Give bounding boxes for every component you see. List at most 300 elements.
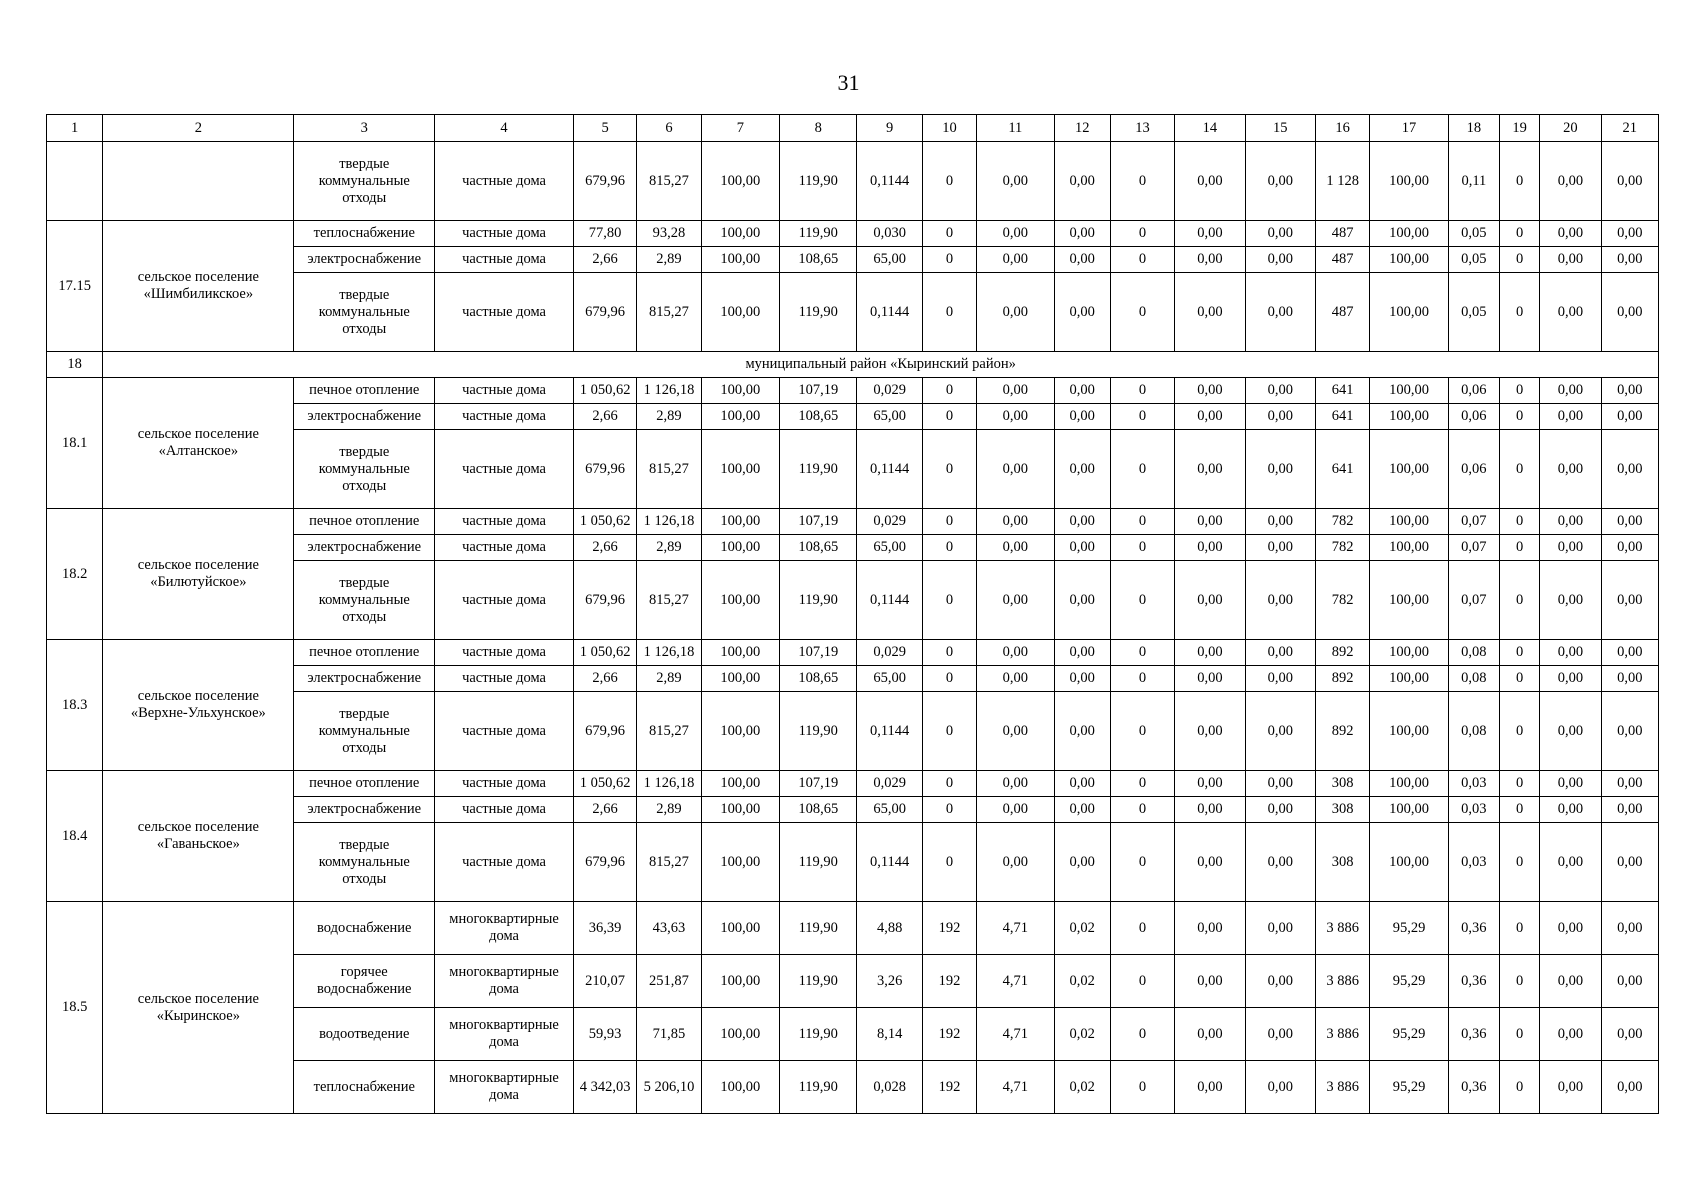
- table-cell: 0: [1500, 142, 1540, 221]
- housing-type-cell: частные дома: [435, 692, 574, 771]
- table-cell: 0,00: [977, 692, 1054, 771]
- table-cell: 2,89: [637, 797, 701, 823]
- table-cell: 0: [922, 509, 976, 535]
- table-cell: 0: [1500, 561, 1540, 640]
- housing-type-cell: частные дома: [435, 430, 574, 509]
- table-cell: 0,00: [1054, 221, 1110, 247]
- table-cell: 0,00: [1175, 771, 1245, 797]
- table-cell: 100,00: [701, 142, 779, 221]
- table-cell: 4,71: [977, 1008, 1054, 1061]
- table-cell: 192: [922, 1061, 976, 1114]
- table-cell: 119,90: [780, 561, 857, 640]
- table-cell: 0,00: [977, 771, 1054, 797]
- table-cell: 0: [1110, 823, 1174, 902]
- service-cell: твердые коммунальные отходы: [294, 430, 435, 509]
- service-cell: твердые коммунальные отходы: [294, 692, 435, 771]
- column-header: 13: [1110, 115, 1174, 142]
- table-cell: 100,00: [701, 221, 779, 247]
- table-cell: 0: [1110, 797, 1174, 823]
- column-header: 9: [857, 115, 922, 142]
- table-cell: 95,29: [1370, 1061, 1448, 1114]
- table-cell: 1 126,18: [637, 378, 701, 404]
- table-cell: 0,030: [857, 221, 922, 247]
- column-header: 5: [573, 115, 636, 142]
- housing-type-cell: частные дома: [435, 666, 574, 692]
- table-cell: 0,00: [1540, 142, 1601, 221]
- table-cell: 2,66: [573, 666, 636, 692]
- table-cell: 815,27: [637, 823, 701, 902]
- table-cell: 251,87: [637, 955, 701, 1008]
- table-cell: 100,00: [701, 404, 779, 430]
- table-cell: 100,00: [701, 1008, 779, 1061]
- table-cell: 0,00: [1245, 771, 1315, 797]
- housing-type-cell: частные дома: [435, 640, 574, 666]
- table-cell: 0,00: [1054, 273, 1110, 352]
- table-cell: 0: [922, 430, 976, 509]
- table-cell: 0,00: [1175, 797, 1245, 823]
- table-cell: 0: [1500, 666, 1540, 692]
- table-cell: 3,26: [857, 955, 922, 1008]
- table-cell: 0: [922, 535, 976, 561]
- section-id: 18: [47, 352, 103, 378]
- settlement-name: сельское поселение «Верхне-Ульхунское»: [103, 640, 294, 771]
- table-cell: 0: [922, 273, 976, 352]
- table-cell: 0,02: [1054, 1061, 1110, 1114]
- table-cell: 100,00: [1370, 771, 1448, 797]
- table-cell: 100,00: [1370, 561, 1448, 640]
- table-cell: 0,00: [977, 640, 1054, 666]
- table-cell: 1 050,62: [573, 771, 636, 797]
- table-cell: 2,66: [573, 247, 636, 273]
- column-header: 10: [922, 115, 976, 142]
- table-cell: 0,00: [1245, 955, 1315, 1008]
- table-cell: 100,00: [701, 797, 779, 823]
- service-cell: водоснабжение: [294, 902, 435, 955]
- table-cell: 0: [1500, 640, 1540, 666]
- table-cell: 1 126,18: [637, 771, 701, 797]
- table-cell: 0: [922, 247, 976, 273]
- section-row: [47, 352, 1659, 378]
- table-cell: 95,29: [1370, 1008, 1448, 1061]
- table-cell: 0,00: [1175, 430, 1245, 509]
- table-cell: 0: [1500, 1061, 1540, 1114]
- table-cell: 0,03: [1448, 771, 1499, 797]
- table-cell: 0: [1500, 430, 1540, 509]
- service-cell: горячее водоснабжение: [294, 955, 435, 1008]
- table-cell: 0,1144: [857, 273, 922, 352]
- table-cell: 4,71: [977, 902, 1054, 955]
- housing-type-cell: частные дома: [435, 142, 574, 221]
- table-cell: 0,05: [1448, 247, 1499, 273]
- table-cell: 0,00: [1245, 404, 1315, 430]
- settlement-id: 18.3: [47, 640, 103, 771]
- table-cell: 0,00: [1054, 430, 1110, 509]
- table-cell: 487: [1315, 273, 1369, 352]
- table-cell: 2,89: [637, 666, 701, 692]
- table-cell: 0: [1110, 509, 1174, 535]
- table-row: [47, 640, 1659, 666]
- table-cell: 0,00: [1601, 378, 1658, 404]
- table-cell: 0,00: [1175, 378, 1245, 404]
- column-header: 2: [103, 115, 294, 142]
- service-cell: твердые коммунальные отходы: [294, 273, 435, 352]
- column-header: 21: [1601, 115, 1658, 142]
- table-cell: 65,00: [857, 535, 922, 561]
- table-cell: 2,89: [637, 404, 701, 430]
- table-cell: 0: [922, 640, 976, 666]
- table-cell: 100,00: [701, 561, 779, 640]
- table-cell: 0,00: [1175, 1061, 1245, 1114]
- table-cell: 0,08: [1448, 640, 1499, 666]
- table-cell: 679,96: [573, 823, 636, 902]
- table-cell: 108,65: [780, 247, 857, 273]
- table-cell: 0,00: [1054, 771, 1110, 797]
- table-cell: 0,029: [857, 378, 922, 404]
- table-cell: 100,00: [1370, 404, 1448, 430]
- table-cell: 0,00: [1175, 640, 1245, 666]
- table-cell: 0,00: [1601, 823, 1658, 902]
- table-cell: 0,00: [1245, 273, 1315, 352]
- table-cell: 0,00: [1245, 509, 1315, 535]
- table-row: [47, 902, 1659, 955]
- table-cell: 0,00: [977, 430, 1054, 509]
- table-cell: 641: [1315, 378, 1369, 404]
- housing-type-cell: многоквартирные дома: [435, 1061, 574, 1114]
- table-cell: 100,00: [701, 823, 779, 902]
- housing-type-cell: частные дома: [435, 509, 574, 535]
- table-cell: 0,00: [1054, 142, 1110, 221]
- table-cell: 0,00: [1601, 955, 1658, 1008]
- housing-type-cell: частные дома: [435, 273, 574, 352]
- table-row: [47, 771, 1659, 797]
- service-cell: электроснабжение: [294, 666, 435, 692]
- table-cell: 0: [1500, 404, 1540, 430]
- table-cell: 0,00: [1245, 692, 1315, 771]
- table-cell: 0: [1500, 535, 1540, 561]
- settlement-id: 18.1: [47, 378, 103, 509]
- table-cell: 0,00: [1601, 430, 1658, 509]
- table-cell: 0,00: [1054, 247, 1110, 273]
- table-cell: 0,00: [1540, 378, 1601, 404]
- table-cell: 815,27: [637, 692, 701, 771]
- column-header: 19: [1500, 115, 1540, 142]
- table-cell: 641: [1315, 404, 1369, 430]
- table-cell: 0,00: [1245, 142, 1315, 221]
- table-cell: 0,06: [1448, 430, 1499, 509]
- service-cell: водоотведение: [294, 1008, 435, 1061]
- table-cell: 0,00: [1540, 273, 1601, 352]
- table-cell: 0,00: [1175, 1008, 1245, 1061]
- service-cell: электроснабжение: [294, 247, 435, 273]
- table-cell: 100,00: [701, 640, 779, 666]
- table-cell: 0,00: [977, 535, 1054, 561]
- table-cell: 100,00: [1370, 640, 1448, 666]
- table-cell: 0,00: [1540, 430, 1601, 509]
- table-cell: 0,02: [1054, 1008, 1110, 1061]
- table-cell: 2,89: [637, 247, 701, 273]
- table-cell: 3 886: [1315, 1008, 1369, 1061]
- table-cell: 100,00: [1370, 273, 1448, 352]
- table-cell: 0,11: [1448, 142, 1499, 221]
- table-cell: 0,00: [1175, 535, 1245, 561]
- table-cell: 0,00: [1540, 221, 1601, 247]
- table-cell: 0: [1110, 247, 1174, 273]
- table-cell: 0,00: [1175, 404, 1245, 430]
- table-cell: 815,27: [637, 142, 701, 221]
- column-header: 7: [701, 115, 779, 142]
- table-cell: 0,1144: [857, 823, 922, 902]
- table-cell: 0,00: [1175, 561, 1245, 640]
- service-cell: печное отопление: [294, 509, 435, 535]
- table-cell: 119,90: [780, 692, 857, 771]
- table-cell: 308: [1315, 823, 1369, 902]
- table-cell: 0,00: [1540, 247, 1601, 273]
- table-cell: 1 050,62: [573, 509, 636, 535]
- table-cell: 0: [1500, 273, 1540, 352]
- table-cell: 108,65: [780, 797, 857, 823]
- table-cell: 119,90: [780, 221, 857, 247]
- housing-type-cell: частные дома: [435, 535, 574, 561]
- table-cell: [103, 142, 294, 221]
- table-cell: 0,00: [1540, 692, 1601, 771]
- table-cell: 0,36: [1448, 955, 1499, 1008]
- table-cell: 1 128: [1315, 142, 1369, 221]
- table-cell: 0,00: [977, 797, 1054, 823]
- table-cell: 679,96: [573, 430, 636, 509]
- table-cell: 0,00: [1175, 666, 1245, 692]
- table-cell: 0,02: [1054, 955, 1110, 1008]
- table-cell: 100,00: [701, 430, 779, 509]
- table-cell: 0,00: [977, 247, 1054, 273]
- settlement-id: 18.4: [47, 771, 103, 902]
- table-cell: 100,00: [701, 692, 779, 771]
- table-cell: 0,00: [1175, 823, 1245, 902]
- header-row: [47, 115, 1659, 142]
- service-cell: твердые коммунальные отходы: [294, 823, 435, 902]
- table-cell: 4,71: [977, 1061, 1054, 1114]
- table-cell: 0: [1110, 902, 1174, 955]
- column-header: 14: [1175, 115, 1245, 142]
- table-cell: 0: [1110, 692, 1174, 771]
- table-cell: 0,36: [1448, 1008, 1499, 1061]
- table-cell: 0: [1110, 771, 1174, 797]
- table-cell: 100,00: [1370, 221, 1448, 247]
- table-cell: 0,00: [1245, 430, 1315, 509]
- table-cell: 641: [1315, 430, 1369, 509]
- column-header: 6: [637, 115, 701, 142]
- table-cell: 119,90: [780, 1061, 857, 1114]
- table-cell: 0,00: [1245, 1061, 1315, 1114]
- settlement-name: сельское поселение «Шимбиликское»: [103, 221, 294, 352]
- table-cell: 0: [1500, 1008, 1540, 1061]
- table-cell: 0: [1110, 273, 1174, 352]
- table-cell: 0: [1110, 404, 1174, 430]
- table-cell: 210,07: [573, 955, 636, 1008]
- table-cell: 782: [1315, 509, 1369, 535]
- table-cell: 100,00: [1370, 142, 1448, 221]
- table-cell: 95,29: [1370, 955, 1448, 1008]
- table-cell: 0,00: [1601, 535, 1658, 561]
- table-cell: 2,89: [637, 535, 701, 561]
- table-cell: 1 126,18: [637, 509, 701, 535]
- table-cell: 0,36: [1448, 1061, 1499, 1114]
- table-cell: 71,85: [637, 1008, 701, 1061]
- table-cell: 100,00: [1370, 535, 1448, 561]
- column-header: 18: [1448, 115, 1499, 142]
- table-cell: 36,39: [573, 902, 636, 955]
- table-cell: 107,19: [780, 378, 857, 404]
- table-cell: 100,00: [1370, 430, 1448, 509]
- table-cell: 0,00: [1601, 404, 1658, 430]
- table-cell: 0,00: [1054, 692, 1110, 771]
- table-cell: 0,00: [1540, 797, 1601, 823]
- table-cell: 100,00: [1370, 378, 1448, 404]
- table-cell: 65,00: [857, 666, 922, 692]
- table-cell: 0,00: [977, 666, 1054, 692]
- table-cell: 0: [1110, 666, 1174, 692]
- table-cell: 0: [922, 823, 976, 902]
- housing-type-cell: частные дома: [435, 404, 574, 430]
- table-cell: 0: [1500, 771, 1540, 797]
- housing-type-cell: частные дома: [435, 797, 574, 823]
- table-cell: 108,65: [780, 404, 857, 430]
- table-cell: 100,00: [701, 902, 779, 955]
- table-cell: 0,00: [1601, 561, 1658, 640]
- table-cell: 0: [922, 142, 976, 221]
- table-cell: 0,03: [1448, 823, 1499, 902]
- table-cell: 0,029: [857, 771, 922, 797]
- table-cell: 0: [922, 666, 976, 692]
- column-header: 12: [1054, 115, 1110, 142]
- column-header: 1: [47, 115, 103, 142]
- column-header: 16: [1315, 115, 1369, 142]
- table-cell: 0,00: [1245, 378, 1315, 404]
- table-cell: 43,63: [637, 902, 701, 955]
- table-cell: 892: [1315, 640, 1369, 666]
- service-cell: электроснабжение: [294, 535, 435, 561]
- table-cell: 0,00: [1245, 797, 1315, 823]
- table-cell: 1 050,62: [573, 378, 636, 404]
- table-cell: 0,00: [1540, 955, 1601, 1008]
- table-cell: 0,00: [1601, 247, 1658, 273]
- section-title: муниципальный район «Кыринский район»: [103, 352, 1659, 378]
- column-header: 4: [435, 115, 574, 142]
- service-cell: электроснабжение: [294, 404, 435, 430]
- table-cell: [47, 142, 103, 221]
- table-cell: 100,00: [701, 247, 779, 273]
- table-cell: 0,1144: [857, 561, 922, 640]
- table-cell: 119,90: [780, 142, 857, 221]
- table-cell: 0: [1110, 1061, 1174, 1114]
- table-cell: 0,00: [1540, 1008, 1601, 1061]
- table-cell: 100,00: [1370, 666, 1448, 692]
- table-cell: 782: [1315, 561, 1369, 640]
- housing-type-cell: многоквартирные дома: [435, 902, 574, 955]
- table-cell: 0,00: [1054, 640, 1110, 666]
- table-cell: 0,029: [857, 509, 922, 535]
- table-cell: 0: [922, 797, 976, 823]
- table-cell: 100,00: [701, 955, 779, 1008]
- table-cell: 0: [922, 404, 976, 430]
- table-cell: 0: [1500, 509, 1540, 535]
- table-cell: 100,00: [1370, 797, 1448, 823]
- table-cell: 107,19: [780, 771, 857, 797]
- table-cell: 782: [1315, 535, 1369, 561]
- table-cell: 0,00: [1601, 797, 1658, 823]
- table-cell: 0,00: [1601, 902, 1658, 955]
- table-cell: 0,00: [1540, 404, 1601, 430]
- table-cell: 0: [1110, 640, 1174, 666]
- page-number: 31: [837, 70, 860, 95]
- housing-type-cell: многоквартирные дома: [435, 1008, 574, 1061]
- table-cell: 8,14: [857, 1008, 922, 1061]
- table-cell: 0,00: [1175, 509, 1245, 535]
- table-cell: 0: [1110, 378, 1174, 404]
- table-cell: 2,66: [573, 404, 636, 430]
- table-cell: 0: [922, 771, 976, 797]
- table-cell: 0,00: [1245, 1008, 1315, 1061]
- table-cell: 0,00: [1175, 247, 1245, 273]
- settlement-id: 17.15: [47, 221, 103, 352]
- table-cell: 0,00: [1601, 771, 1658, 797]
- table-cell: 0,00: [1054, 535, 1110, 561]
- table-cell: 487: [1315, 247, 1369, 273]
- table-row: [47, 378, 1659, 404]
- table-cell: 0,00: [977, 378, 1054, 404]
- table-cell: 0,00: [1245, 823, 1315, 902]
- table-cell: 0,00: [1054, 378, 1110, 404]
- settlement-name: сельское поселение «Гаваньское»: [103, 771, 294, 902]
- table-cell: 0: [1500, 797, 1540, 823]
- service-cell: твердые коммунальные отходы: [294, 561, 435, 640]
- table-cell: 2,66: [573, 797, 636, 823]
- table-cell: 65,00: [857, 404, 922, 430]
- table-cell: 0,00: [1601, 1008, 1658, 1061]
- table-cell: 0,05: [1448, 273, 1499, 352]
- table-cell: 65,00: [857, 797, 922, 823]
- table-cell: 815,27: [637, 561, 701, 640]
- table-cell: 0,06: [1448, 404, 1499, 430]
- table-cell: 0,00: [977, 221, 1054, 247]
- table-cell: 0,07: [1448, 561, 1499, 640]
- table-cell: 0,00: [1245, 221, 1315, 247]
- table-cell: 0,00: [977, 273, 1054, 352]
- table-cell: 100,00: [701, 771, 779, 797]
- table-row: [47, 221, 1659, 247]
- housing-type-cell: частные дома: [435, 247, 574, 273]
- service-cell: теплоснабжение: [294, 221, 435, 247]
- table-cell: 0,1144: [857, 692, 922, 771]
- table-cell: 0,00: [1245, 535, 1315, 561]
- table-cell: 2,66: [573, 535, 636, 561]
- table-cell: 0,1144: [857, 142, 922, 221]
- service-cell: электроснабжение: [294, 797, 435, 823]
- table-cell: 0: [1110, 561, 1174, 640]
- table-cell: 0,00: [1054, 666, 1110, 692]
- table-cell: 108,65: [780, 666, 857, 692]
- table-cell: 100,00: [701, 273, 779, 352]
- table-cell: 93,28: [637, 221, 701, 247]
- table-cell: 0,00: [1601, 273, 1658, 352]
- column-header: 17: [1370, 115, 1448, 142]
- service-cell: теплоснабжение: [294, 1061, 435, 1114]
- table-cell: 0,00: [1601, 692, 1658, 771]
- table-cell: 0: [1110, 430, 1174, 509]
- table-cell: 100,00: [701, 535, 779, 561]
- table-cell: 4,71: [977, 955, 1054, 1008]
- table-cell: 0,00: [977, 823, 1054, 902]
- table-cell: 0,1144: [857, 430, 922, 509]
